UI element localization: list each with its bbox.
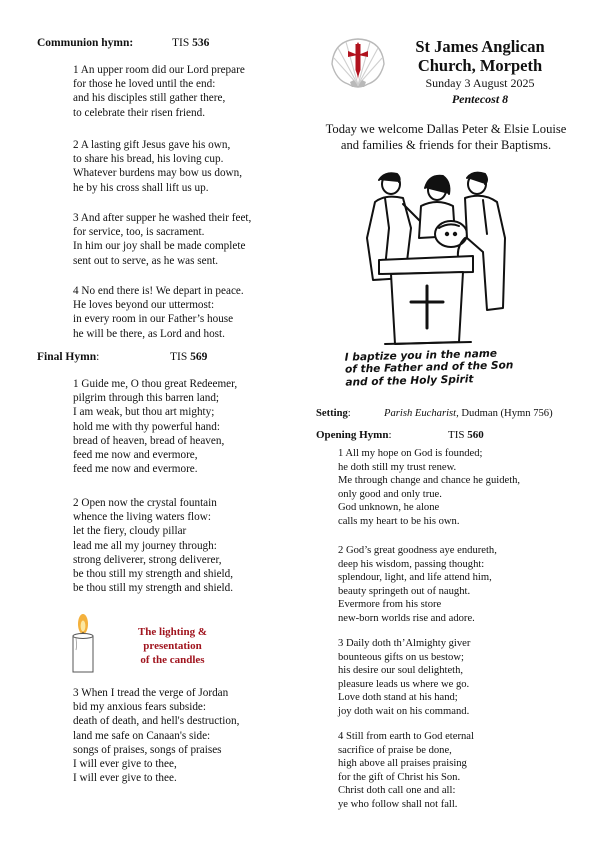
service-date: Sunday 3 August 2025 bbox=[425, 76, 535, 90]
scallop-shell-cross-logo bbox=[328, 36, 388, 88]
baptism-caption: I baptize you in the name of the Father and of the Son and of the Holy Spirit bbox=[344, 347, 514, 389]
church-title: St James Anglican Church, Morpeth bbox=[415, 37, 545, 75]
communion-verse-3: 3 And after supper he washed their feet, for service, too, is sacrament. In him our joy shall be made complete sent out to serve, as he was sent. bbox=[73, 212, 252, 267]
candle-note: The lighting & presentation of the candles bbox=[137, 626, 208, 666]
liturgical-occasion: Pentecost 8 bbox=[451, 92, 509, 106]
opening-hymn-label: Opening Hymn bbox=[316, 429, 389, 441]
communion-hymn-heading bbox=[37, 37, 210, 49]
opening-hymn-ref: TIS 560 bbox=[448, 429, 484, 441]
final-hymn-ref: TIS 569 bbox=[170, 351, 208, 363]
communion-verse-4: 4 No end there is! We depart in peace. He loves beyond our uttermost: in every room in our Father’s house he will be there, as Lord and host. bbox=[73, 285, 244, 340]
candle-icon bbox=[68, 612, 98, 674]
final-verse-3: 3 When I tread the verge of Jordan bid my anxious fears subside: death of death, and hell's destruction, land me safe on Canaan's side: songs of praises, songs of praises I will ever give to thee, I will ever give to thee. bbox=[73, 687, 240, 785]
communion-verse-1: 1 An upper room did our Lord prepare for those he loved until the end: and his disciples still gather there, to celebrate their risen friend. bbox=[73, 64, 245, 119]
final-verse-2: 2 Open now the crystal fountain whence the living waters flow: let the fiery, cloudy pillar lead me all my journey through: strong deliverer, strong deliverer, be thou still my strength and shield, be thou still my strength and shield. bbox=[73, 497, 234, 595]
communion-verse-2: 2 A lasting gift Jesus gave his own, to share his bread, his loving cup. Whatever burdens may bow us down, he by his cross shall lift us up. bbox=[73, 139, 243, 194]
opening-verse-4: 4 Still from earth to God eternal sacrifice of praise be done, high above all praises praising for the gift of Christ his Son. Christ doth call one and all: ye who follow shall not fall. bbox=[338, 731, 474, 810]
final-hymn-label: Final Hymn bbox=[37, 351, 97, 363]
communion-hymn-label: Communion hymn: bbox=[37, 37, 134, 49]
setting-label: Setting bbox=[316, 408, 348, 419]
final-hymn-heading: Final Hymn: TIS 569 bbox=[37, 351, 99, 363]
baptism-illustration bbox=[355, 168, 535, 348]
final-verse-1: 1 Guide me, O thou great Redeemer, pilgrim through this barren land; I am weak, but thou art mighty; hold me with thy powerful hand: bread of heaven, bread of heaven, feed me now and evermore, feed me now and evermore. bbox=[73, 378, 238, 476]
opening-hymn-heading: Opening Hymn: TIS 560 bbox=[316, 429, 392, 441]
opening-verse-2: 2 God’s great goodness aye endureth, deep his wisdom, passing thought: splendour, light, and life attend him, beauty springeth out of naught. Evermore from his store new-born worlds rise and adore. bbox=[338, 545, 497, 624]
opening-verse-1: 1 All my hope on God is founded; he doth still my trust renew. Me through change and chance he guideth, only good and only true. God unknown, he alone calls my heart to be his own. bbox=[338, 448, 521, 527]
setting-work: Parish Eucharist, bbox=[384, 408, 459, 419]
opening-verse-3: 3 Daily doth th’Almighty giver bounteous gifts on us bestow; his desire our soul delighteth, pleasure leads us where we go. Love doth stand at his hand; joy doth wait on his command. bbox=[338, 638, 471, 717]
communion-hymn-ref: TIS 536 bbox=[172, 37, 210, 49]
setting-line: Setting: Parish Eucharist, Dudman (Hymn 756) bbox=[316, 408, 553, 419]
setting-detail: Dudman (Hymn 756) bbox=[458, 408, 553, 419]
welcome-message: Today we welcome Dallas Peter & Elsie Louise and families & friends for their Baptisms. bbox=[325, 122, 567, 152]
